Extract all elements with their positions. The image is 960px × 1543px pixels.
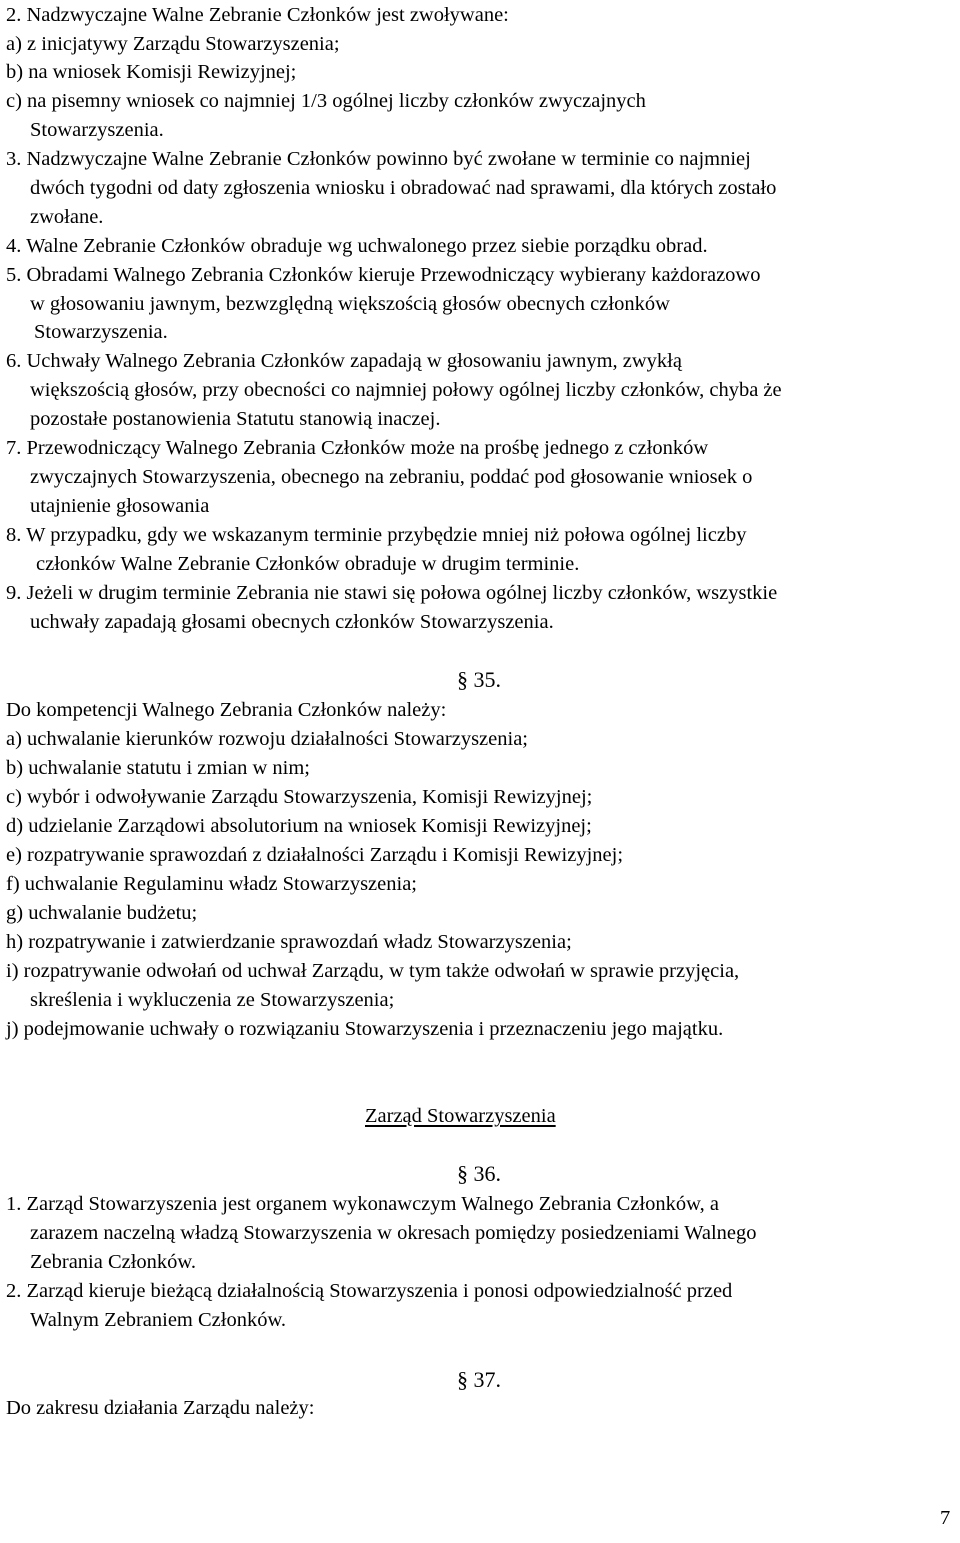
- section-35-label: § 35.: [457, 667, 501, 692]
- para9-line2: uchwały zapadają głosami obecnych członków Stowarzyszenia.: [30, 611, 554, 633]
- para9-text: Jeżeli w drugim terminie Zebrania nie stawi się połowa ogólnej liczby członków, wszystkie: [26, 582, 778, 604]
- section-36-p1-text: Zarząd Stowarzyszenia jest organem wykonawczym Walnego Zebrania Członków, a: [26, 1193, 719, 1215]
- section-36-p2-line2: Walnym Zebraniem Członków.: [30, 1309, 287, 1331]
- para8-line1: [6, 525, 746, 546]
- para7-line3: utajnienie głosowania: [30, 495, 210, 517]
- para5-line2: w głosowaniu jawnym, bezwzględną większością głosów obecnych członków: [30, 293, 670, 315]
- para3-line2: dwóch tygodni od daty zgłoszenia wniosku i obradować nad sprawami, dla których zostało: [30, 177, 777, 199]
- para3-number: 3.: [6, 148, 22, 170]
- section-36-p1-line3: Zebrania Członków.: [30, 1251, 197, 1273]
- para2-item-a: a) z inicjatywy Zarządu Stowarzyszenia;: [6, 33, 340, 55]
- para6-line3: pozostałe postanowienia Statutu stanowią inaczej.: [30, 408, 441, 430]
- section-35-item-a: a) uchwalanie kierunków rozwoju działalności Stowarzyszenia;: [6, 728, 528, 750]
- section-36-p2-line1: [6, 1281, 732, 1302]
- para5-text: Obradami Walnego Zebrania Członków kieruje Przewodniczący wybierany każdorazowo: [26, 264, 761, 286]
- para5-number: 5.: [6, 264, 22, 286]
- para6-line2: większością głosów, przy obecności co najmniej połowy ogólnej liczby członków, chyba że: [30, 379, 782, 401]
- para7-line2: zwyczajnych Stowarzyszenia, obecnego na zebraniu, poddać pod głosowanie wniosek o: [30, 466, 753, 488]
- section-36-p1-number: 1.: [6, 1193, 22, 1215]
- para7-line1: [6, 438, 708, 459]
- para7-number: 7.: [6, 437, 22, 459]
- section-35-item-i-line2: skreślenia i wykluczenia ze Stowarzyszenia;: [30, 989, 395, 1011]
- zarzad-heading: Zarząd Stowarzyszenia: [365, 1105, 556, 1127]
- section-35-item-j: j) podejmowanie uchwały o rozwiązaniu Stowarzyszenia i przeznaczeniu jego majątku.: [6, 1018, 724, 1040]
- para5-line3: Stowarzyszenia.: [34, 321, 168, 343]
- para5-line1: [6, 265, 760, 286]
- page-number: 7: [940, 1507, 951, 1529]
- section-35-item-i-line1: i) rozpatrywanie odwołań od uchwał Zarządu, w tym także odwołań w sprawie przyjęcia,: [6, 960, 740, 982]
- para7-text: Przewodniczący Walnego Zebrania Członków może na prośbę jednego z członków: [26, 437, 709, 459]
- para6-line1: [6, 351, 682, 372]
- section-37-label: § 37.: [457, 1367, 501, 1392]
- para6-text: Uchwały Walnego Zebrania Członków zapadają w głosowaniu jawnym, zwykłą: [26, 350, 682, 372]
- section-36-p2-text: Zarząd kieruje bieżącą działalnością Stowarzyszenia i ponosi odpowiedzialność przed: [26, 1280, 733, 1302]
- para8-line2: członków Walne Zebranie Członków obraduje w drugim terminie.: [36, 553, 580, 575]
- section-35-item-g: g) uchwalanie budżetu;: [6, 902, 198, 924]
- section-35-item-e: e) rozpatrywanie sprawozdań z działalności Zarządu i Komisji Rewizyjnej;: [6, 844, 624, 866]
- section-35-item-b: b) uchwalanie statutu i zmian w nim;: [6, 757, 311, 779]
- section-36-p1-line2: zarazem naczelną władzą Stowarzyszenia w okresach pomiędzy posiedzeniami Walnego: [30, 1222, 757, 1244]
- section-36-p1-line1: [6, 1194, 719, 1215]
- para2-item-c-line1: c) na pisemny wniosek co najmniej 1/3 ogólnej liczby członków zwyczajnych: [6, 90, 646, 112]
- para4-text: Walne Zebranie Członków obraduje wg uchwalonego przez siebie porządku obrad.: [26, 235, 708, 257]
- para2-line1: 2. Nadzwyczajne Walne Zebranie Członków jest zwoływane:: [6, 4, 509, 26]
- para8-text: W przypadku, gdy we wskazanym terminie przybędzie mniej niż połowa ogólnej liczby: [26, 524, 747, 546]
- para9-number: 9.: [6, 582, 22, 604]
- para9-line1: [6, 583, 777, 604]
- para6-number: 6.: [6, 350, 22, 372]
- section-36-p2-number: 2.: [6, 1280, 22, 1302]
- para3-line1: [6, 149, 751, 170]
- para3-text: Nadzwyczajne Walne Zebranie Członków powinno być zwołane w terminie co najmniej: [26, 148, 751, 170]
- para4-line1: [6, 236, 708, 257]
- section-37-intro: Do zakresu działania Zarządu należy:: [6, 1397, 315, 1419]
- para8-number: 8.: [6, 524, 22, 546]
- para3-line3: zwołane.: [30, 206, 104, 228]
- para4-number: 4.: [6, 235, 22, 257]
- para2-item-b: b) na wniosek Komisji Rewizyjnej;: [6, 61, 297, 83]
- section-35-item-h: h) rozpatrywanie i zatwierdzanie sprawozdań władz Stowarzyszenia;: [6, 931, 572, 953]
- section-35-intro: Do kompetencji Walnego Zebrania Członków należy:: [6, 699, 447, 721]
- section-35-item-f: f) uchwalanie Regulaminu władz Stowarzyszenia;: [6, 873, 417, 895]
- section-35-item-c: c) wybór i odwoływanie Zarządu Stowarzyszenia, Komisji Rewizyjnej;: [6, 786, 593, 808]
- para2-item-c-line2: Stowarzyszenia.: [30, 119, 164, 141]
- section-35-item-d: d) udzielanie Zarządowi absolutorium na wniosek Komisji Rewizyjnej;: [6, 815, 592, 837]
- section-36-label: § 36.: [457, 1161, 501, 1186]
